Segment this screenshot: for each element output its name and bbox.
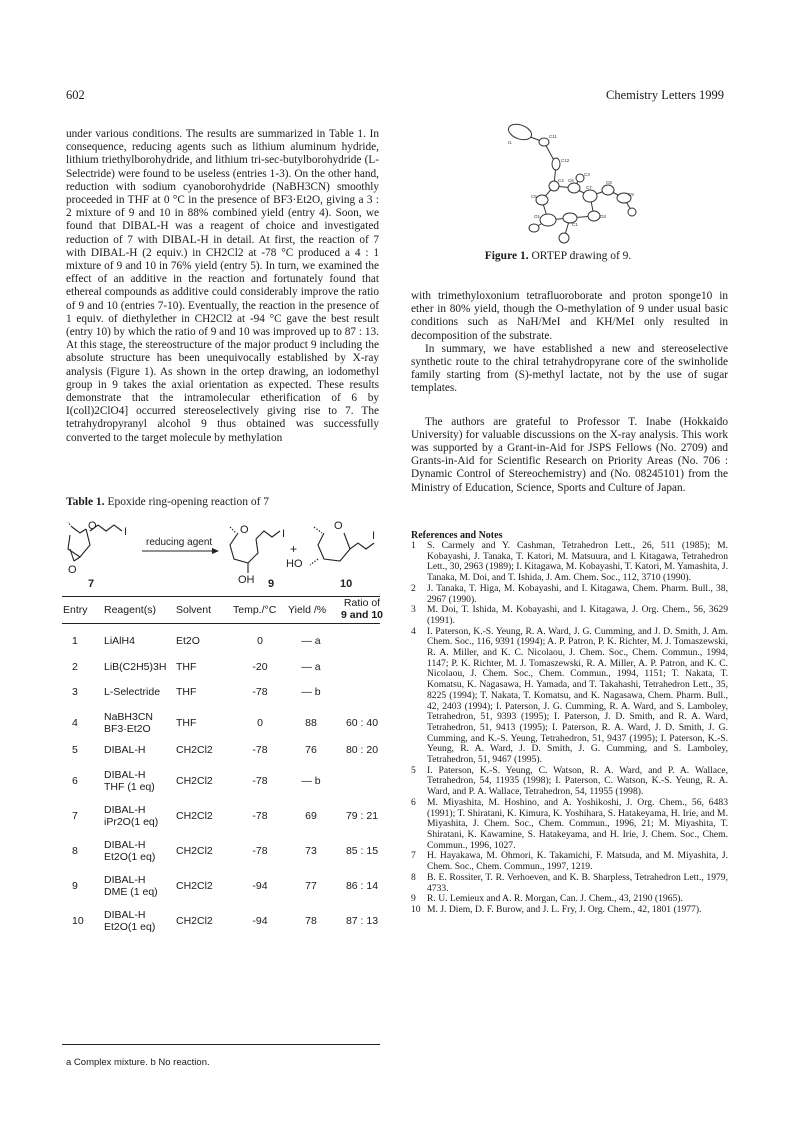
yield-cell: — a — [301, 661, 321, 673]
reagent-cell — [104, 745, 174, 757]
atom-ellipsoid — [583, 190, 597, 202]
solvent-cell: THF — [176, 686, 197, 698]
reagent-label: reducing agent — [146, 537, 213, 548]
reference-number: 3 — [411, 604, 416, 616]
ratio-cell: 80 : 20 — [345, 744, 379, 756]
yield-cell: 78 — [305, 915, 317, 927]
solvent-cell: THF — [176, 717, 197, 729]
atom-ellipsoid — [552, 158, 560, 170]
atom-ellipsoid — [628, 208, 636, 216]
reference-number: 10 — [411, 903, 421, 915]
reference-item — [411, 627, 728, 766]
reference-number: 4 — [411, 625, 416, 637]
temp-cell: -94 — [252, 915, 268, 927]
hydroxyl-label: HO — [286, 558, 303, 570]
atom-ellipsoid — [529, 224, 539, 232]
yield-cell: — b — [301, 686, 321, 698]
atom-label: C12 — [561, 158, 570, 163]
page-number: 602 — [66, 88, 85, 102]
figure-caption-label: Figure 1. — [484, 250, 529, 262]
reagent-cell — [104, 770, 174, 793]
reagent-line: Et2O(1 eq) — [104, 850, 156, 863]
entry-cell: 2 — [72, 661, 78, 673]
right-column-text — [411, 290, 728, 495]
reference-number: 7 — [411, 850, 416, 862]
reference-text: B. E. Rossiter, T. R. Verhoeven, and K. B. Sharpless, Tetrahedron Lett., 1979, 4733. — [427, 871, 728, 894]
col-header-temp: Temp./°C — [233, 604, 277, 616]
references-title: References and Notes — [411, 530, 503, 541]
compound-10-number: 10 — [340, 578, 353, 590]
reference-text: J. Tanaka, T. Higa, M. Kobayashi, and I. Kitagawa, Chem. Pharm. Bull., 38, 2967 (1990). — [427, 582, 728, 605]
entry-cell: 7 — [72, 810, 78, 822]
reference-number: 9 — [411, 893, 416, 905]
reference-number: 2 — [411, 582, 416, 594]
reagent-cell — [104, 910, 174, 933]
solvent-cell: CH2Cl2 — [176, 775, 213, 787]
yield-cell: 73 — [305, 845, 317, 857]
i-atom-label: I — [372, 530, 376, 542]
yield-cell: 76 — [305, 744, 317, 756]
reference-item — [411, 605, 728, 626]
o-atom-label: O — [68, 564, 77, 576]
reference-item — [411, 873, 728, 894]
reagent-line: LiAlH4 — [104, 635, 135, 647]
ratio-cell: 86 : 14 — [345, 880, 379, 892]
o-atom-label: O — [334, 520, 343, 532]
reference-item — [411, 851, 728, 872]
reagent-line: DME (1 eq) — [104, 885, 158, 898]
reference-text: I. Paterson, K.-S. Yeung, R. A. Ward, J. G. Cumming, and J. D. Smith, J. Am. Chem. Soc., 116, 9391 (1994); A. P. Patron, P. K. Richter, M. J. Tomaszewski, R. A. Miller, and K. C. Nicolaou, J. Chem. Soc., Chem. Commun., 1994, 1147; P. K. Richter, M. J. Tomaszewski, R. A. Miller, A. P. Patron, and K. C. Nicolaou, J. Chem. Soc., Chem. Commun., 1994, 1151; T. Nakata, T. Komatsu, K. Nagasawa, H. Yamada, and T. Takahashi, Tetrahedron Lett., 35, 8225 (1994); T. Nakata, T. Komatsu, and K. Nagasawa, Chem. Pharm. Bull., 42, 2403 (1994); I. Paterson, J. G. Cumming, R. A. Ward, and S. Lamboley, Tetrahedron, 51, 9393 (1995); I. Paterson, J. D. Smith, and R. A. Ward, Tetrahedron, 51, 9413 (1995); I. Paterson, R. A. Ward, J. D. Smith, J. G. Cumming, and K.-S. Yeung, Tetrahedron, 51, 9437 (1995); I. Paterson, K.-S. Yeung, R. A. Ward, J. D. Smith, J. G. Cumming, and S. Lamboley, Tetrahedron, 51, 9467 (1995). — [427, 625, 728, 766]
plus-sign: + — [290, 542, 298, 556]
temp-cell: -78 — [252, 845, 268, 857]
atom-label: C9 — [628, 192, 634, 197]
reference-item — [411, 798, 728, 852]
reference-text: H. Hayakawa, M. Ohmori, K. Takamichi, F. Matsuda, and M. Miyashita, J. Chem. Soc., Chem. Commun., 1997, 1219. — [427, 850, 728, 873]
table-header-rule — [62, 623, 380, 624]
entry-cell: 10 — [72, 915, 84, 927]
atom-label: C7 — [586, 185, 592, 190]
yield-cell: — b — [301, 775, 321, 787]
entry-cell: 5 — [72, 744, 78, 756]
body-paragraph: In summary, we have established a new and stereoselective synthetic route to the chiral tetrahydropyrane core of the swinholide family starting from (S)-methyl lactate, not by the use of sugar templates. — [411, 342, 728, 395]
atom-ellipsoid — [559, 233, 569, 243]
temp-cell: -78 — [252, 686, 268, 698]
i-atom-label: I — [124, 526, 128, 538]
acknowledgment-paragraph: The authors are grateful to Professor T. Inabe (Hokkaido University) for valuable discussions on the X-ray analysis. This work was supported by a Grant-in-Aid for JSPS Fellows (No. 2709) and Grants-in-Aid for Scientific Research on Priority Areas (No. 706 : Dynamic Control of Stereochemistry) and (No. 08245101) from the Ministry of Education, Science, Sports and Culture of Japan. — [411, 415, 728, 494]
compound-9-structure — [230, 527, 280, 573]
figure-caption-text: ORTEP drawing of 9. — [531, 250, 632, 262]
col-header-reagents: Reagent(s) — [104, 604, 156, 616]
atom-label: C4 — [558, 178, 564, 183]
figure-caption — [402, 250, 714, 262]
reagent-cell — [104, 875, 174, 898]
atom-ellipsoid — [568, 183, 580, 193]
compound-10-structure — [310, 527, 374, 565]
temp-cell: -78 — [252, 775, 268, 787]
reaction-arrow — [142, 548, 219, 554]
reagent-cell — [104, 662, 174, 674]
entry-cell: 3 — [72, 686, 78, 698]
hydroxyl-label: OH — [238, 574, 255, 586]
table-top-rule — [62, 596, 380, 597]
atom-label: C8 — [606, 180, 612, 185]
reaction-scheme — [62, 515, 382, 593]
solvent-cell: THF — [176, 661, 197, 673]
temp-cell: 0 — [257, 717, 263, 729]
yield-cell: — a — [301, 635, 321, 647]
compound-9-number: 9 — [268, 578, 275, 590]
col-header-solvent: Solvent — [176, 604, 212, 616]
ratio-cell: 85 : 15 — [345, 845, 379, 857]
ratio-cell: 79 : 21 — [345, 810, 379, 822]
reagent-line: Et2O(1 eq) — [104, 920, 156, 933]
body-paragraph: with trimethyloxonium tetrafluoroborate and proton sponge10 in ether in 80% yield, though the O-methylation of 9 under usual basic conditions such as NaH/MeI and KH/MeI only resulted in decomposition of the substrate. — [411, 290, 728, 342]
body-paragraph: under various conditions. The results are summarized in Table 1. In consequence, reducing agents such as lithium aluminum hydride, lithium triethylborohydride, and lithium tri-sec-butylborohydride (L-Selectride) were found to be useless (entries 1-3). On the other hand, reduction with sodium cyanoborohydride (NaBH3CN) smoothly proceeded in THF at 0 °C in the presence of BF3·Et2O, giving a 3 : 2 mixture of 9 and 10 in 88% combined yield (entry 4). Soon, we found that DIBAL-H was a reagent of choice and investigated reduction of 7 with DIBAL-H in detail. At first, the reaction of 7 with DIBAL-H (2 equiv.) in CH2Cl2 at -78 °C produced a 4 : 1 mixture of 9 and 10 in 76% yield (entry 5). In turn, we examined the effect of an additive in the reaction and fortunately found that ethereal compounds as additive could considerably improve the ratio of 9 and 10 (entries 7-10). Eventually, the reaction in the presence of 1 equiv. of diethylether in CH2Cl2 at -94 °C gave the best result (entry 10) by which the ratio of 9 and 10 was improved up to 87 : 13. At this stage, the stereostructure of the major product 9 including the absolute structure has been unequivocally established by X-ray analysis (Figure 1). As shown in the ortep drawing, an iodomethyl group in 9 takes the axial orientation as expected. These results demonstrate that the intramolecular etherification of 6 by I(coll)2ClO4] occurred stereoselectively giving rise to 7. The tetrahydropyranyl alcohol 9 thus obtained was successfully converted to the target molecule by methylation — [66, 128, 379, 444]
entry-cell: 4 — [72, 717, 78, 729]
col-header-entry: Entry — [63, 604, 88, 616]
temp-cell: -94 — [252, 880, 268, 892]
col-header-ratio-line1: Ratio of — [343, 597, 381, 609]
left-column-text — [66, 128, 379, 445]
ratio-cell: 87 : 13 — [345, 915, 379, 927]
table-bottom-rule — [62, 1044, 380, 1045]
reference-item — [411, 584, 728, 605]
temp-cell: -20 — [252, 661, 268, 673]
references-list — [411, 541, 728, 916]
solvent-cell: CH2Cl2 — [176, 880, 213, 892]
reference-text: M. Miyashita, M. Hoshino, and A. Yoshikoshi, J. Org. Chem., 56, 6483 (1991); T. Shiratani, K. Kimura, K. Yoshihara, S. Hatakeyama, H. Irie, and M. Miyashita, J. Chem. Soc., Chem. Commun., 1996, 21; M. Miyashita, T. Shiratani, K. Kawamine, S. Hatakeyama, and H. Irie, J. Chem. Soc., Chem. Commun., 1996, 1027. — [427, 796, 728, 851]
solvent-cell: Et2O — [176, 635, 200, 647]
atom-label: C3 — [584, 172, 590, 177]
compound-7-number: 7 — [88, 578, 95, 590]
ratio-cell: 60 : 40 — [345, 717, 379, 729]
atom-ellipsoid — [536, 195, 548, 205]
o-atom-label: O — [240, 524, 249, 536]
reagent-cell — [104, 636, 174, 648]
atom-label: O1 — [534, 214, 541, 219]
yield-cell: 77 — [305, 880, 317, 892]
col-header-yield: Yield /% — [288, 604, 327, 616]
atom-ellipsoid — [539, 138, 549, 146]
solvent-cell: CH2Cl2 — [176, 845, 213, 857]
reagent-cell — [104, 687, 174, 699]
reference-number: 8 — [411, 871, 416, 883]
entry-cell: 6 — [72, 775, 78, 787]
reagent-line: DIBAL-H — [104, 744, 146, 756]
ortep-figure — [504, 116, 654, 246]
reference-text: M. Doi, T. Ishida, M. Kobayashi, and I. Kitagawa, J. Org. Chem., 56, 3629 (1991). — [427, 604, 728, 626]
table-caption-text: Epoxide ring-opening reaction of 7 — [107, 496, 270, 508]
reagent-line: DIBAL-H — [104, 909, 146, 921]
temp-cell: -78 — [252, 810, 268, 822]
table-caption-label: Table 1. — [66, 496, 105, 508]
atom-ellipsoid — [602, 185, 614, 195]
table-caption — [66, 496, 269, 508]
reagent-line: NaBH3CN — [104, 711, 154, 723]
atom-label: I1 — [508, 140, 512, 145]
reference-item — [411, 541, 728, 584]
reagent-line: DIBAL-H — [104, 804, 146, 816]
o-atom-label: O — [88, 520, 97, 532]
atom-ellipsoid — [588, 211, 600, 221]
journal-title: Chemistry Letters 1999 — [606, 88, 725, 102]
yield-cell: 69 — [305, 810, 317, 822]
entry-cell: 8 — [72, 845, 78, 857]
atom-label: C6 — [568, 178, 574, 183]
table-footnote: a Complex mixture. b No reaction. — [66, 1057, 210, 1068]
temp-cell: -78 — [252, 744, 268, 756]
reagent-line: BF3·Et2O — [104, 722, 151, 735]
atom-label: C5 — [531, 194, 537, 199]
reagent-cell — [104, 840, 174, 863]
col-header-ratio — [334, 598, 390, 621]
reference-text: M. J. Diem, D. F. Burow, and J. L. Fry, J. Org. Chem., 42, 1801 (1977). — [427, 903, 702, 915]
reagent-line: DIBAL-H — [104, 769, 146, 781]
atom-label: C11 — [549, 134, 557, 139]
reference-number: 6 — [411, 796, 416, 808]
atom-ellipsoid — [540, 214, 556, 226]
reagent-line: iPr2O(1 eq) — [104, 815, 159, 828]
reference-number: 5 — [411, 764, 416, 776]
reagent-line: DIBAL-H — [104, 839, 146, 851]
temp-cell: 0 — [257, 635, 263, 647]
reagent-cell — [104, 805, 174, 828]
atom-label: C1 — [572, 222, 578, 227]
solvent-cell: CH2Cl2 — [176, 744, 213, 756]
solvent-cell: CH2Cl2 — [176, 915, 213, 927]
reference-text: R. U. Lemieux and A. R. Morgan, Can. J. Chem., 43, 2190 (1965). — [427, 893, 683, 905]
entry-cell: 9 — [72, 880, 78, 892]
reagent-cell — [104, 712, 174, 735]
reference-text: I. Paterson, K.-S. Yeung, C. Watson, R. A. Ward, and P. A. Wallace, Tetrahedron, 54, 11935 (1998); I. Paterson, C. Watson, K.-S. Yeung, R. A. Ward, and P. A. Wallace, Tetrahedron, 54, 11955 (1998). — [427, 764, 728, 798]
entry-cell: 1 — [72, 635, 78, 647]
reagent-line: DIBAL-H — [104, 874, 146, 886]
atom-label: O2 — [600, 214, 607, 219]
yield-cell: 88 — [305, 717, 317, 729]
col-header-ratio-line2: 9 and 10 — [340, 608, 384, 621]
reference-item — [411, 766, 728, 798]
i-atom-label: I — [282, 528, 286, 540]
reference-item — [411, 905, 728, 916]
reagent-line: L-Selectride — [104, 686, 161, 698]
reagent-line: THF (1 eq) — [104, 780, 155, 793]
reference-number: 1 — [411, 540, 416, 551]
reference-text: S. Carmely and Y. Cashman, Tetrahedron Lett., 26, 511 (1985); M. Kobayashi, J. Tanaka, T. Katori, M. Matsuura, and I. Kitagawa, Tetrahedron Lett., 30, 2963 (1989); I. Kitagawa, M. Kobayashi, T. Katori, M. Yamashita, J. Tanaka, M. Doi, and T. Ishida, J. Am. Chem. Soc., 112, 3710 (1990). — [427, 540, 729, 584]
solvent-cell: CH2Cl2 — [176, 810, 213, 822]
reagent-line: LiB(C2H5)3H — [104, 661, 167, 673]
atom-ellipsoid — [576, 174, 584, 182]
